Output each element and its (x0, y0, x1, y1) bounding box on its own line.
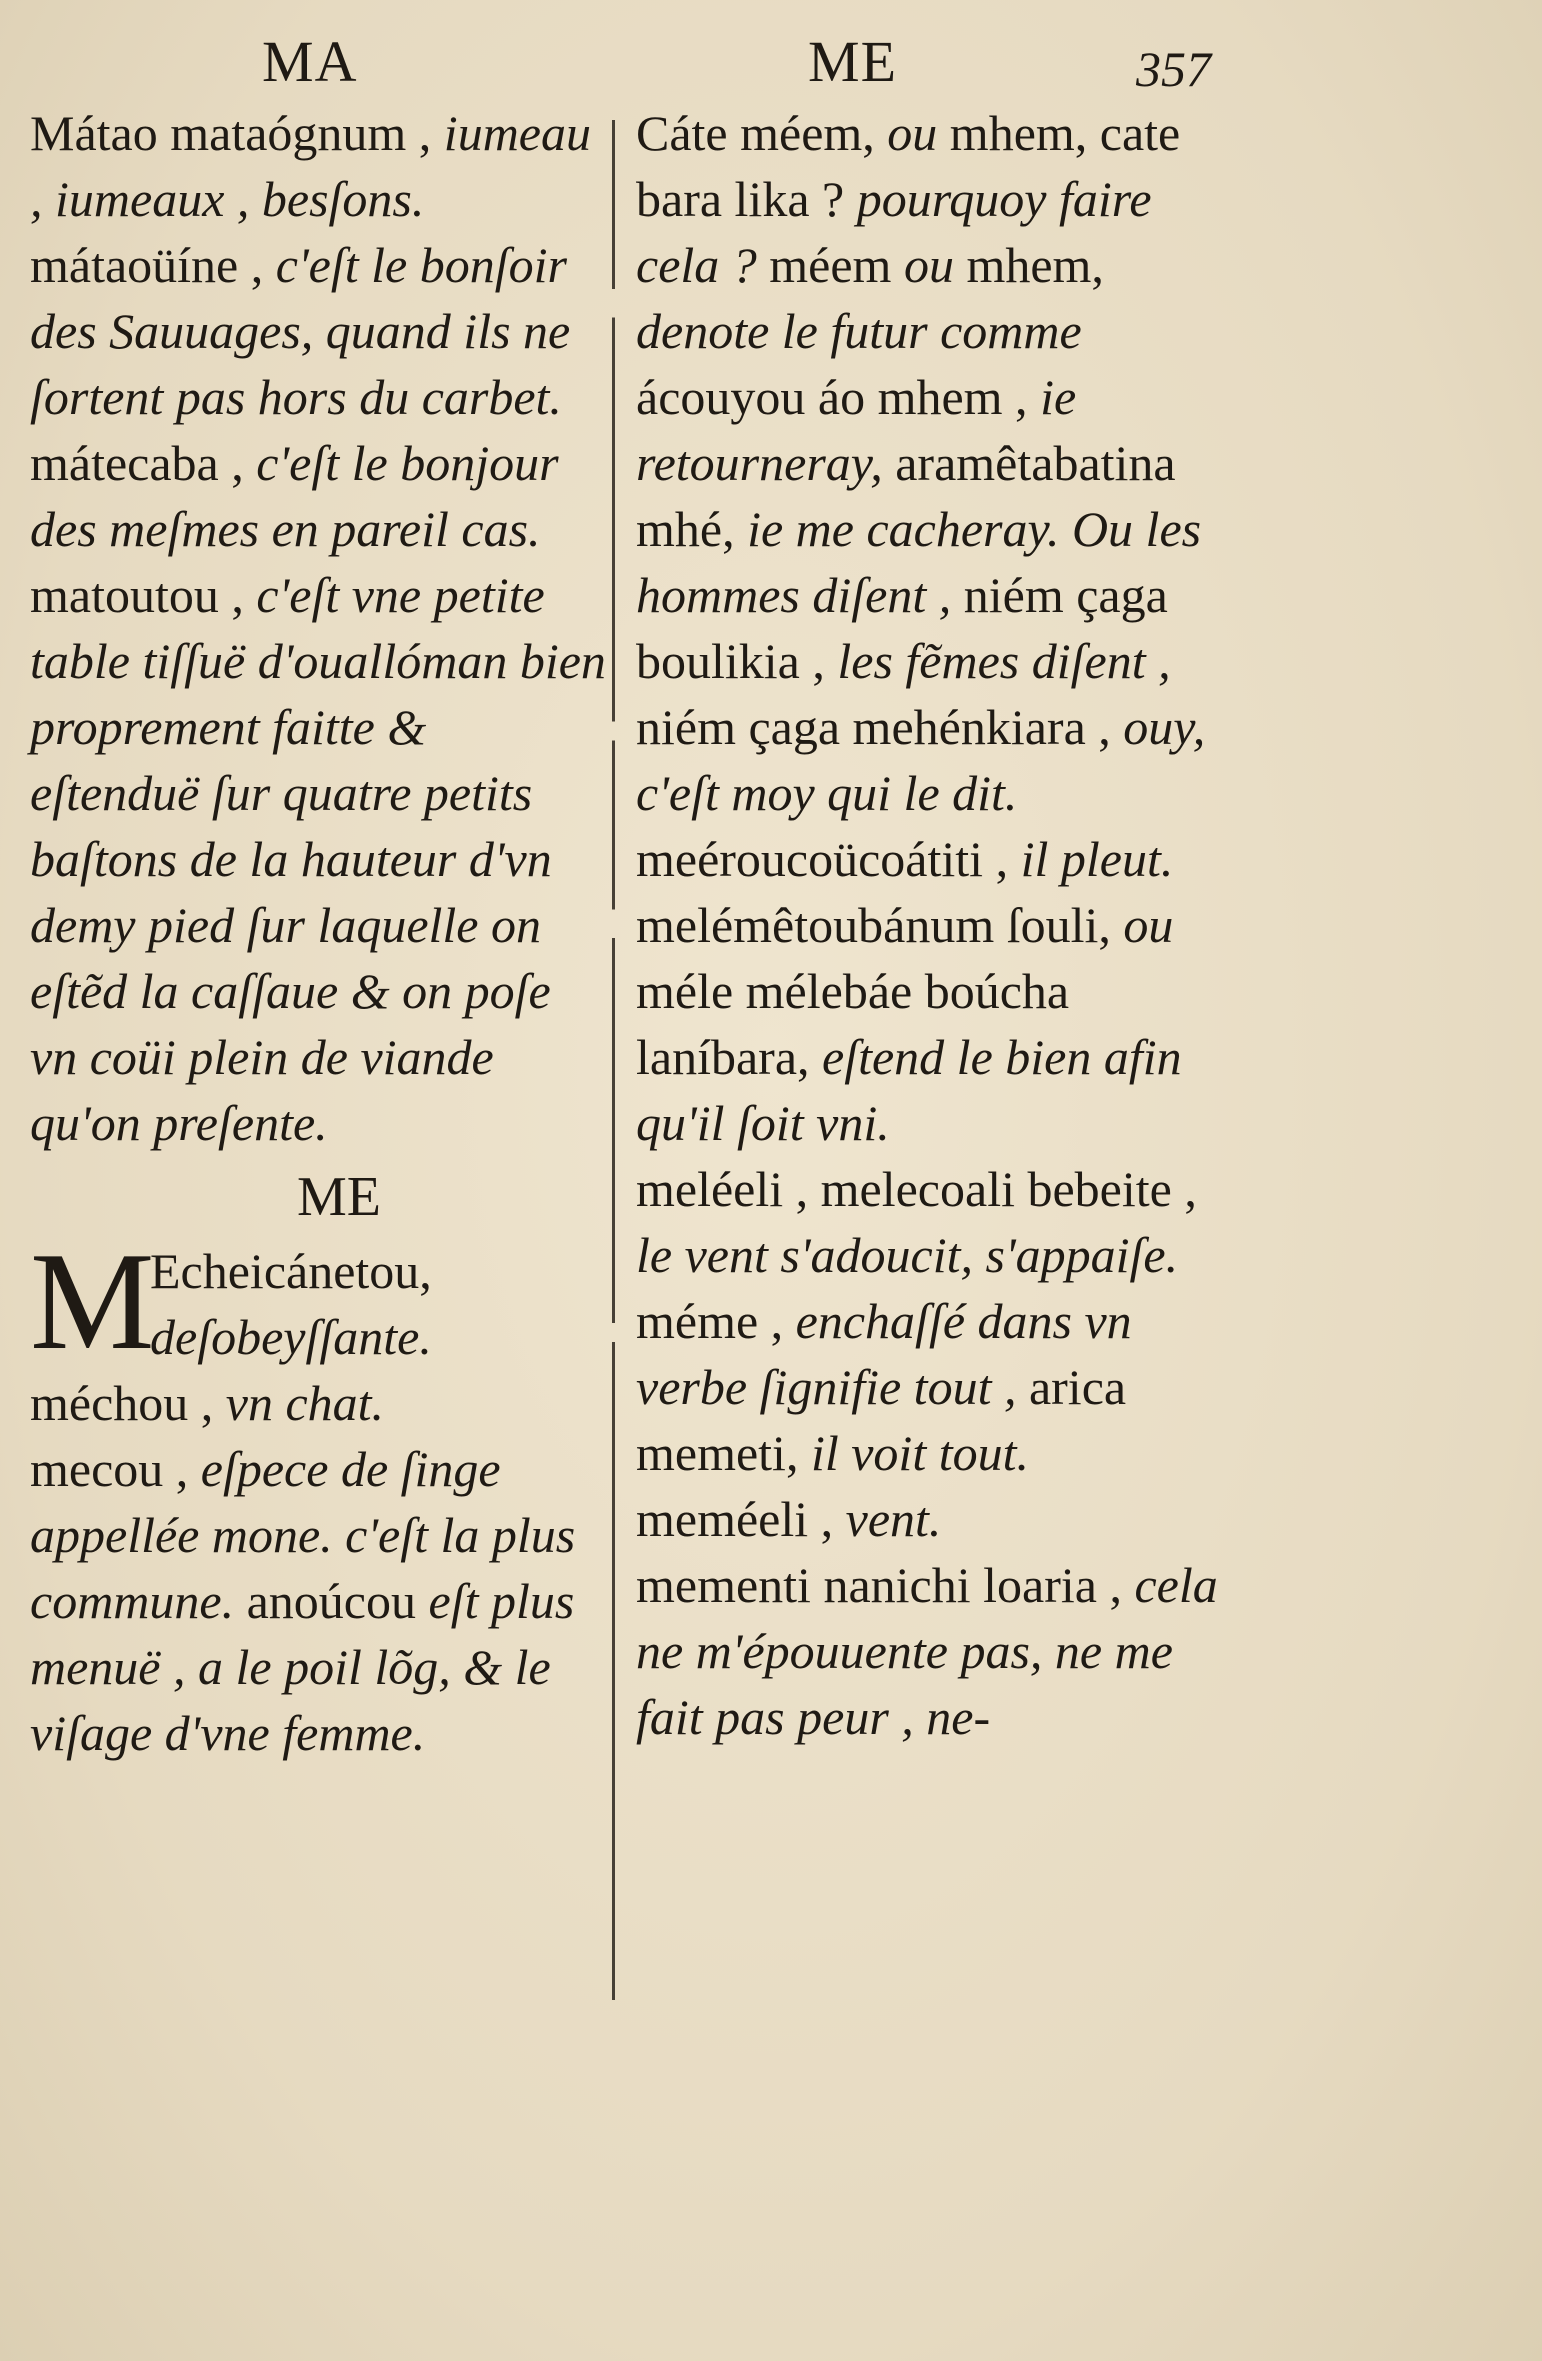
headword: mátecaba , (30, 435, 244, 491)
gloss: il pleut. (1020, 831, 1174, 887)
headword-continued: méle mélebáe boúcha laníbara, (636, 963, 1070, 1085)
right-column (636, 100, 1236, 1750)
headword: meméeli , (636, 1491, 834, 1547)
gloss: ie me cacheray. Ou les hommes diſent , (636, 501, 1202, 623)
gloss: vn chat. (225, 1375, 385, 1431)
dictionary-entry (636, 100, 1236, 826)
gloss: les fẽmes diſent , (837, 633, 1171, 689)
headword-continued: aramêtabatina mhé, (636, 435, 1176, 557)
headword-continued: niém çaga boulikia , (636, 567, 1168, 689)
headword: melémêtoubánum ſouli, (636, 897, 1111, 953)
headword: méme , (636, 1293, 784, 1349)
dictionary-entry (636, 1486, 1236, 1552)
headword: Mátao mataógnum , (30, 105, 432, 161)
drop-cap: M (30, 1224, 155, 1379)
headword: anoúcou (246, 1573, 416, 1629)
headword-continued: mhem, (966, 237, 1104, 293)
gloss: c'eſt vne petite table tiſſuë d'ouallóman bien proprement faitte & eſtenduë ſur quatre petits baſtons de la hauteur d'vn demy pied ſur laquelle on eſtẽd la caſſaue & on poſe vn coüi plein de viande qu'on preſente. (30, 567, 606, 1151)
gloss: pourquoy faire cela ? (636, 171, 1152, 293)
headword-continued: méem (769, 237, 892, 293)
headword-continued: arica memeti, (636, 1359, 1127, 1481)
gloss: deſobeyſſante. (150, 1309, 432, 1365)
gloss: enchaſſé dans vn verbe ſignifie tout , (636, 1293, 1132, 1415)
gloss: ou (903, 237, 954, 293)
gloss: ou (1123, 897, 1174, 953)
headword: meéroucoücoátiti , (636, 831, 1009, 887)
page-number: 357 (1136, 41, 1211, 97)
dictionary-entry (30, 1224, 608, 1379)
dictionary-entry (30, 562, 608, 1156)
headword: Echeicánetou, (150, 1243, 432, 1299)
dictionary-entry (30, 1436, 608, 1766)
gloss: eſt plus menuë , a le poil lõg, & le viſage d'vne femme. (30, 1573, 575, 1761)
gloss: vent. (845, 1491, 942, 1547)
column-divider-rule (612, 120, 615, 2000)
gloss: ouy, c'eſt moy qui le dit. (636, 699, 1206, 821)
dictionary-entry (636, 1156, 1236, 1288)
dictionary-entry (30, 100, 608, 232)
gloss: denote le futur comme (636, 303, 1082, 359)
gloss: eſpece de ſinge appellée mone. c'eſt la plus commune. (30, 1441, 576, 1629)
headword-continued: ácouyou áo mhem , (636, 369, 1028, 425)
dictionary-entry (636, 826, 1236, 892)
dictionary-entry (30, 430, 608, 562)
gloss: cela ne m'épouuente pas, ne me fait pas peur , ne- (636, 1557, 1218, 1745)
headword-continued: niém çaga mehénkiara , (636, 699, 1111, 755)
gloss: iumeau , iumeaux , besſons. (30, 105, 591, 227)
headword-continued: mhem, cate bara lika ? (636, 105, 1181, 227)
dictionary-entry (636, 1552, 1236, 1750)
dictionary-entry (636, 1288, 1236, 1486)
headword: méchou , (30, 1375, 214, 1431)
gloss: il voit tout. (810, 1425, 1029, 1481)
left-column (30, 100, 608, 1766)
dictionary-entry (30, 232, 608, 430)
running-head-left: MA (262, 29, 358, 94)
gloss: ie retourneray, (636, 369, 1077, 491)
headword: Cáte méem, (636, 105, 875, 161)
headword: meléeli , melecoali bebeite , (636, 1161, 1197, 1217)
headword: mátaoüíne , (30, 237, 264, 293)
gloss: c'eſt le bonſoir des Sauuages, quand ils ne ſortent pas hors du carbet. (30, 237, 571, 425)
gloss: ou (887, 105, 938, 161)
dictionary-entry (636, 892, 1236, 1156)
gloss: eſtend le bien afin qu'il ſoit vni. (636, 1029, 1182, 1151)
headword: mementi nanichi loaria , (636, 1557, 1122, 1613)
headword: matoutou , (30, 567, 244, 623)
section-heading: ME (297, 1166, 381, 1228)
headword: mecou , (30, 1441, 189, 1497)
running-head-right: ME (808, 29, 897, 94)
gloss: le vent s'adoucit, s'appaiſe. (636, 1227, 1179, 1283)
gloss: c'eſt le bonjour des meſmes en pareil cas. (30, 435, 559, 557)
dictionary-entry (30, 1370, 608, 1436)
